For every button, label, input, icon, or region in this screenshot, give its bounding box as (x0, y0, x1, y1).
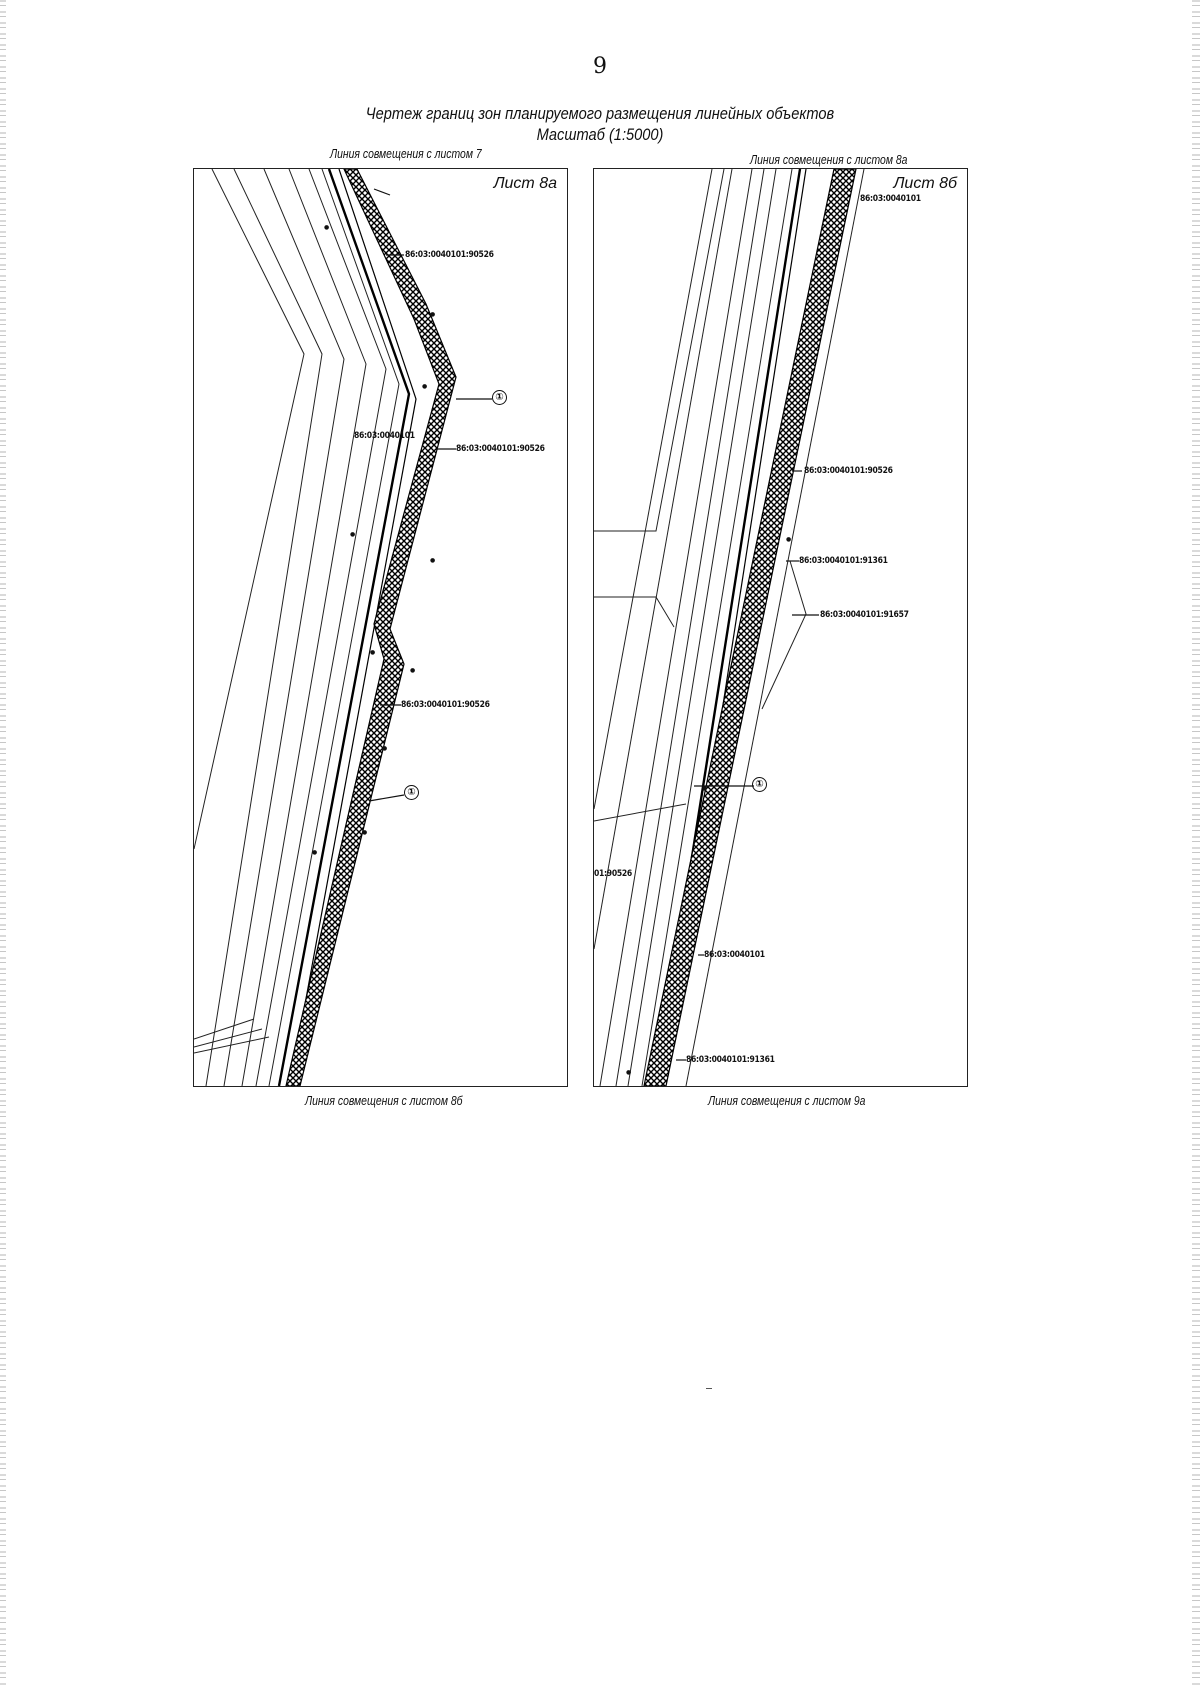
sheet-8b-drawing (594, 169, 967, 1086)
point-mark: ● (370, 649, 376, 656)
sheet-8a-drawing (194, 169, 567, 1086)
sheet-a-bottom-caption: Линия совмещения с листом 8б (305, 1093, 463, 1108)
point-mark: ● (430, 557, 436, 564)
point-mark: ● (430, 311, 436, 318)
point-mark: ● (362, 829, 368, 836)
sheet-a-top-caption: Линия совмещения с листом 7 (330, 146, 482, 161)
point-mark: ● (410, 667, 416, 674)
sheet-b-bottom-caption: Линия совмещения с листом 9а (708, 1093, 866, 1108)
drawing-title: Чертеж границ зон планируемого размещения линейных объектов (365, 104, 835, 123)
zone-marker-1: ① (404, 785, 419, 800)
point-mark: ● (324, 224, 330, 231)
parcel-label: 86:03:0040101:90526 (405, 250, 494, 260)
parcel-label: 86:03:0040101:91361 (799, 556, 888, 566)
point-mark: ● (702, 785, 708, 792)
point-mark: ● (382, 745, 388, 752)
page-number: 9 (593, 54, 607, 79)
parcel-label: 01:90526 (594, 869, 632, 879)
sheet-b-top-caption: Линия совмещения с листом 8а (750, 152, 908, 167)
scan-edge-right (1192, 0, 1200, 1685)
scan-speck (706, 1388, 712, 1389)
parcel-label: 86:03:0040101:90526 (804, 466, 893, 476)
point-mark: ● (786, 536, 792, 543)
parcel-label: 86:03:0040101 (354, 431, 415, 441)
parcel-label: 86:03:0040101:91657 (820, 610, 909, 620)
point-mark: ● (350, 531, 356, 538)
sheet-8a-name: Лист 8а (493, 175, 557, 192)
zone-marker-1: ① (752, 777, 767, 792)
parcel-label: 86:03:0040101:90526 (456, 444, 545, 454)
sheet-8b-name: Лист 8б (893, 175, 957, 192)
point-mark: ● (312, 849, 318, 856)
parcel-label: 86:03:0040101:90526 (401, 700, 490, 710)
parcel-label: 86:03:0040101 (860, 194, 921, 204)
point-mark: ● (422, 383, 428, 390)
scan-edge-left (0, 0, 6, 1685)
point-mark: ● (626, 1069, 632, 1076)
drawing-scale: Масштаб (1:5000) (536, 125, 664, 144)
sheet-8b-map (593, 168, 968, 1087)
parcel-label: 86:03:0040101:91361 (686, 1055, 775, 1065)
parcel-label: 86:03:0040101 (704, 950, 765, 960)
sheet-8a-map (193, 168, 568, 1087)
zone-marker-1: ① (492, 390, 507, 405)
